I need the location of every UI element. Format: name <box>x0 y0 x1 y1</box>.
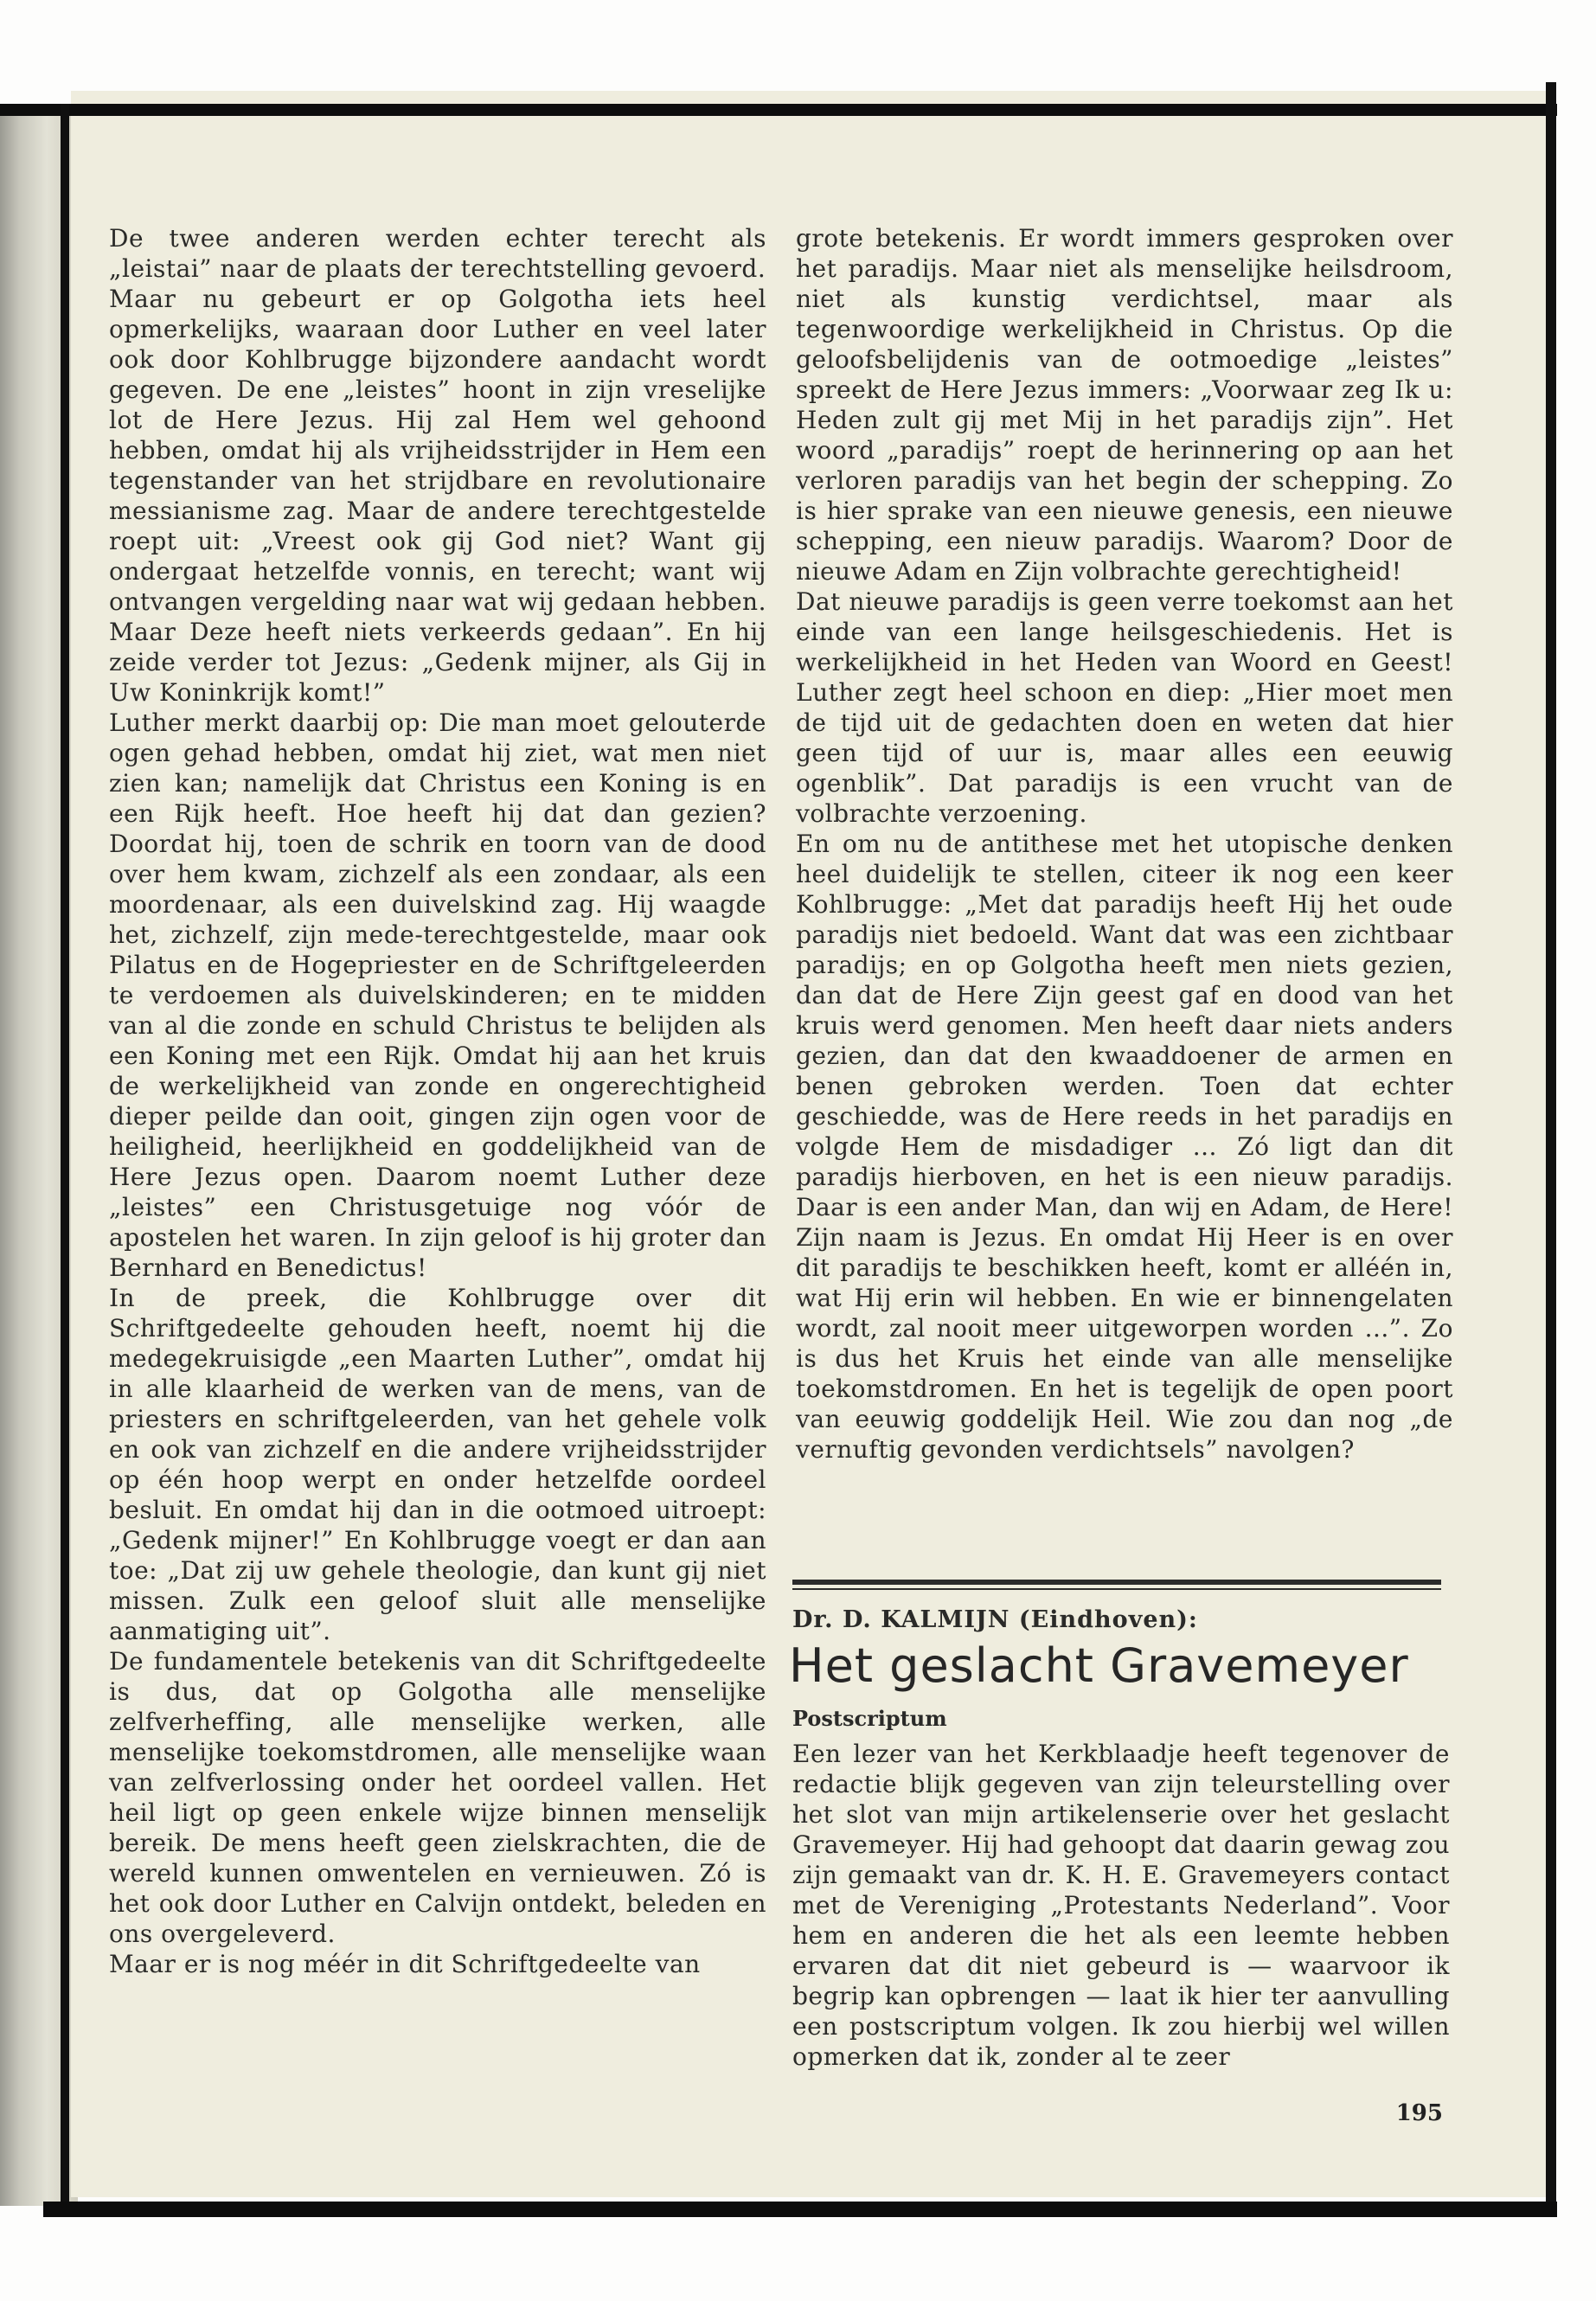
article-byline: Dr. D. KALMIJN (Eindhoven): <box>792 1606 1198 1633</box>
binding-edge <box>61 104 69 2214</box>
article-body <box>792 1739 1450 2072</box>
paragraph: Maar er is nog méér in dit Schriftgedeelte van <box>109 1950 701 1978</box>
paragraph: Luther merkt daarbij op: Die man moet gelouterde ogen gehad hebben, omdat hij ziet, wat men niet zien kan; namelijk dat Christus een Koning is en een Rijk heeft. Hoe heeft hij dat dan gezien? Doordat hij, toen de schrik en toorn van de dood over hem kwam, zichzelf als een zondaar, als een moordenaar, als een duivelskind zag. Hij waagde het, zichzelf, zijn mede-terechtgestelde, maar ook Pilatus en de Hogepriester en de Schriftgeleerden te verdoemen als duivelskinderen; en te midden van al die zonde en schuld Christus te belijden als een Koning met een Rijk. Omdat hij aan het kruis de werkelijkheid van zonde en ongerechtigheid dieper peilde dan ooit, gingen zijn ogen voor de heiligheid, heerlijkheid en goddelijkheid van de Here Jezus open. Daarom noemt Luther deze „leistes” een Christusgetuige nog vóór de apostelen het waren. In zijn geloof is hij groter dan Bernhard en Benedictus! <box>109 708 766 1282</box>
bottom-edge <box>43 2202 1557 2217</box>
right-edge <box>1546 82 1556 2214</box>
paragraph: De twee anderen werden echter terecht als „leistai” naar de plaats der terechtstelling gevoerd. <box>109 224 766 283</box>
paragraph: En om nu de antithese met het utopische denken heel duidelijk te stellen, citeer ik nog een keer Kohlbrugge: „Met dat paradijs heeft Hij het oude paradijs niet bedoeld. Want dat was een zichtbaar paradijs; en op Golgotha heeft men niets gezien, dan dat de Here Zijn geest gaf en dood van het kruis werd genomen. Men heeft daar niets anders gezien, dan dat den kwaaddoener de armen en benen gebroken werden. Toen dat echter geschiedde, was de Here reeds in het paradijs en volgde Hem de misdadiger ... Zó ligt dan dit paradijs hierboven, en het is een nieuw paradijs. Daar is een ander Man, dan wij en Adam, de Here! Zijn naam is Jezus. En omdat Hij Heer is en over dit paradijs te beschikken heeft, komt er alléén in, wat Hij erin wil hebben. En wie er binnengelaten wordt, zal nooit meer uitgeworpen worden ...”. Zo is dus het Kruis het einde van alle menselijke toekomstdromen. En het is tegelijk de open poort van eeuwig goddelijk Heil. Wie zou dan nog „de vernuftig gevonden verdichtsels” navolgen? <box>796 830 1453 1464</box>
article-title: Het geslacht Gravemeyer <box>789 1638 1409 1693</box>
paragraph: Een lezer van het Kerkblaadje heeft tegenover de redactie blijk gegeven van zijn teleurstelling over het slot van mijn artikelenserie over het geslacht Gravemeyer. Hij had gehoopt dat daarin gewag zou zijn gemaakt van dr. K. H. E. Gravemeyers contact met de Vereniging „Protestants Nederland”. Voor hem en anderen die het als een leemte hebben ervaren dat dit niet gebeurd is — waarvoor ik begrip kan opbrengen — laat ik hier ter aanvulling een postscriptum volgen. Ik zou hierbij wel willen opmerken dat ik, zonder al te zeer <box>792 1740 1450 2071</box>
section-divider <box>792 1580 1441 1585</box>
paragraph: Dat nieuwe paradijs is geen verre toekomst aan het einde van een lange heilsgeschiedenis. Het is werkelijkheid in het Heden van Woord en Geest! Luther zegt heel schoon en diep: „Hier moet men de tijd uit de gedachten doen en weten dat hier geen tijd of uur is, maar alles een eeuwig ogenblik”. Dat paradijs is een vrucht van de volbrachte verzoening. <box>796 587 1453 828</box>
article-subtitle: Postscriptum <box>792 1706 947 1731</box>
paragraph: In de preek, die Kohlbrugge over dit Schriftgedeelte gehouden heeft, noemt hij die medegekruisigde „een Maarten Luther”, omdat hij in alle klaarheid de werken van de mens, van de priesters en schriftgeleerden, van het gehele volk en ook van zichzelf en die andere vrijheidsstrijder op één hoop werpt en onder hetzelfde oordeel besluit. En omdat hij dan in die ootmoed uitroept: „Gedenk mijner!” En Kohlbrugge voegt er dan aan toe: „Dat zij uw gehele theologie, dan kunt gij niet missen. Zulk een geloof sluit alle menselijke aanmatiging uit”. <box>109 1284 766 1645</box>
page-number: 195 <box>1395 2100 1443 2126</box>
paragraph: De fundamentele betekenis van dit Schriftgedeelte is dus, dat op Golgotha alle menselijke zelfverheffing, alle menselijke werken, alle menselijke toekomstdromen, alle menselijke waan van zelfverlossing onder het oordeel vallen. Het heil ligt op geen enkele wijze binnen menselijk bereik. De mens heeft geen zielskrachten, die de wereld kunnen omwentelen en vernieuwen. Zó is het ook door Luther en Calvijn ontdekt, beleden en ons overgeleverd. <box>109 1647 766 1948</box>
paragraph: grote betekenis. Er wordt immers gesproken over het paradijs. Maar niet als menselijke heilsdroom, niet als kunstig verdichtsel, maar als tegenwoordige werkelijkheid in Christus. Op die geloofsbelijdenis van de ootmoedige „leistes” spreekt de Here Jezus immers: „Voorwaar zeg Ik u: Heden zult gij met Mij in het paradijs zijn”. Het woord „paradijs” roept de herinnering op aan het verloren paradijs van het begin der schepping. Zo is hier sprake van een nieuwe genesis, een nieuwe schepping, een nieuw paradijs. Waarom? Door de nieuwe Adam en Zijn volbrachte gerechtigheid! <box>796 224 1453 586</box>
top-edge <box>0 104 1557 116</box>
section-divider-thin <box>792 1588 1441 1590</box>
right-column <box>796 223 1453 1465</box>
paragraph: Maar nu gebeurt er op Golgotha iets heel opmerkelijks, waaraan door Luther en veel later ook door Kohlbrugge bijzondere aandacht wordt gegeven. De ene „leistes” hoont in zijn vreselijke lot de Here Jezus. Hij zal Hem wel gehoond hebben, omdat hij als vrijheidsstrijder in Hem een tegenstander van het strijdbare en revolutionaire messianisme zag. Maar de andere terechtgestelde roept uit: „Vreest ook gij God niet? Want gij ondergaat hetzelfde vonnis, en terecht; want wij ontvangen vergelding naar wat wij gedaan hebben. Maar Deze heeft niets verkeerds gedaan”. En hij zeide verder tot Jezus: „Gedenk mijner, als Gij in Uw Koninkrijk komt!” <box>109 285 766 707</box>
left-column <box>109 223 766 1979</box>
